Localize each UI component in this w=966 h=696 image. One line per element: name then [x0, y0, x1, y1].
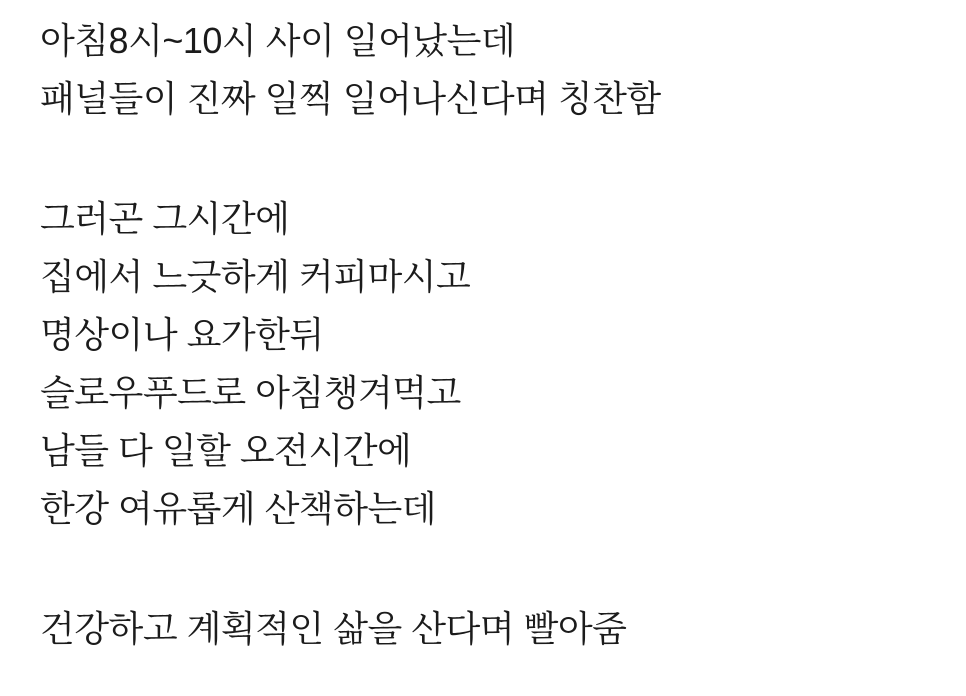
text-line: 명상이나 요가한뒤 [40, 314, 324, 355]
paragraph [40, 12, 936, 128]
text-line: 슬로우푸드로 아침챙겨먹고 [40, 372, 461, 413]
text-line: 건강하고 계획적인 삶을 산다며 빨아줌 [40, 608, 627, 649]
text-line: 한강 여유롭게 산책하는데 [40, 488, 437, 529]
text-line: 아침8시~10시 사이 일어났는데 [40, 20, 516, 61]
paragraph [40, 190, 936, 538]
paragraph [40, 600, 936, 658]
text-line: 그러곤 그시간에 [40, 198, 290, 239]
text-line: 집에서 느긋하게 커피마시고 [40, 256, 471, 297]
text-line: 패널들이 진짜 일찍 일어나신다며 칭찬함 [40, 78, 661, 119]
text-line: 남들 다 일할 오전시간에 [40, 430, 412, 471]
